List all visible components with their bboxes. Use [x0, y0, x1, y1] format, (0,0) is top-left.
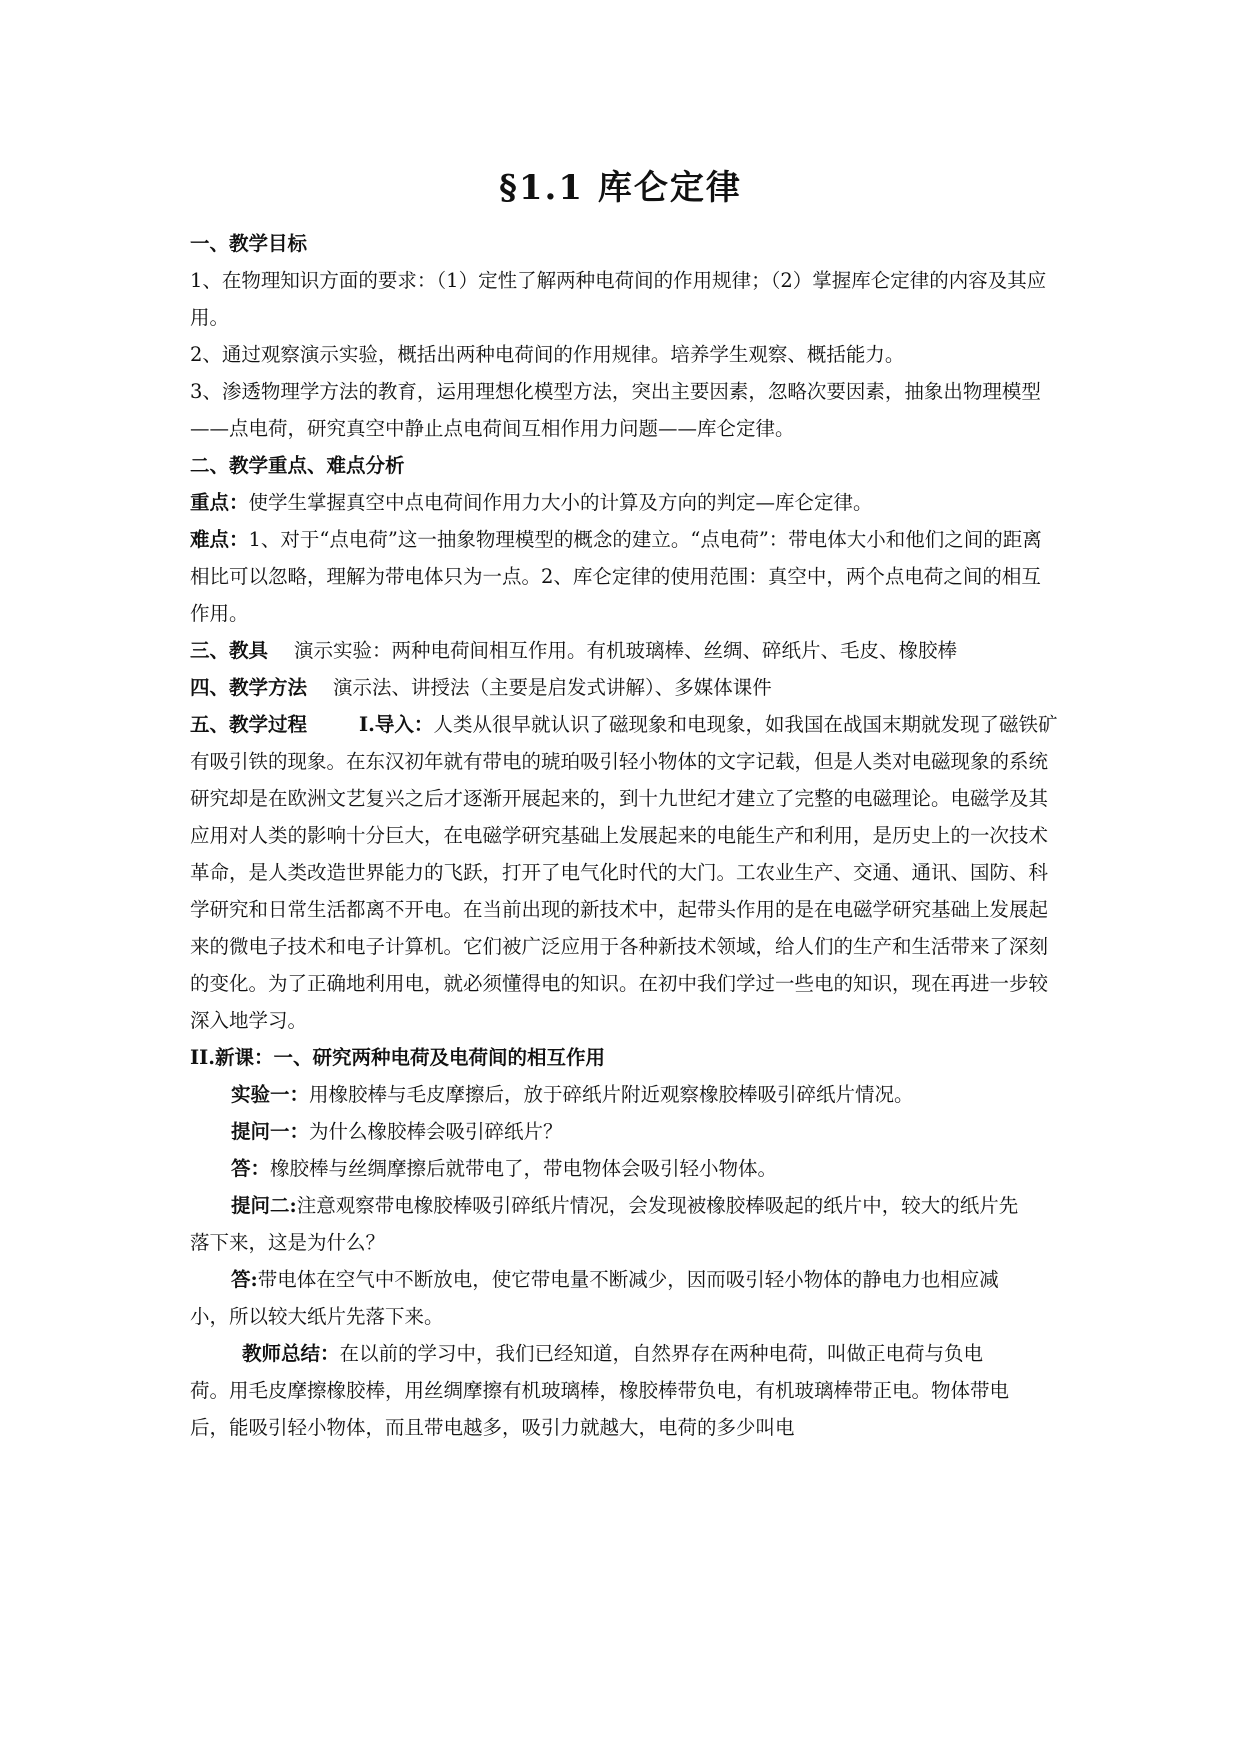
teaching-methods-label: 四、教学方法	[190, 676, 308, 699]
teaching-process-label: 五、教学过程	[190, 713, 308, 736]
teacher-summary-label: 教师总结：	[242, 1342, 340, 1365]
difficult-point-label: 难点：	[190, 528, 249, 551]
teaching-methods-text: 演示法、讲授法（主要是启发式讲解）、多媒体课件	[333, 676, 772, 699]
key-point-text: 使学生掌握真空中点电荷间作用力大小的计算及方向的判定—库仑定律。	[248, 491, 873, 514]
question-2	[190, 1187, 1020, 1261]
section-heading-keypoints: 二、教学重点、难点分析	[190, 454, 405, 477]
document-body	[190, 225, 1060, 1446]
difficult-point-text: 1、对于“点电荷”这一抽象物理模型的概念的建立。“点电荷”：带电体大小和他们之间的距离相比可以忽略，理解为带电体只为一点。2、库仑定律的使用范围：真空中，两个点电荷之间的相互作用。	[190, 528, 1042, 625]
teaching-aids	[190, 632, 1060, 669]
new-lesson-heading: II.新课：一、研究两种电荷及电荷间的相互作用	[190, 1046, 606, 1069]
experiment-1-label: 实验一：	[231, 1083, 310, 1106]
objective-3: 3、渗透物理学方法的教育，运用理想化模型方法，突出主要因素，忽略次要因素，抽象出物理模型——点电荷，研究真空中静止点电荷间互相作用力问题——库仑定律。	[190, 380, 1041, 440]
question-1	[190, 1113, 1060, 1150]
teacher-summary	[190, 1335, 1020, 1446]
answer-1	[190, 1150, 1060, 1187]
teaching-aids-label: 三、教具	[190, 639, 269, 662]
experiment-1-text: 用橡胶棒与毛皮摩擦后，放于碎纸片附近观察橡胶棒吸引碎纸片情况。	[309, 1083, 914, 1106]
key-point	[190, 484, 1060, 521]
teaching-methods	[190, 669, 1060, 706]
difficult-point	[190, 521, 1060, 632]
section-heading-objectives: 一、教学目标	[190, 232, 308, 255]
intro-text: 人类从很早就认识了磁现象和电现象，如我国在战国末期就发现了磁铁矿有吸引铁的现象。在东汉初年就有带电的琥珀吸引轻小物体的文字记载，但是人类对电磁现象的系统研究却是在欧洲文艺复兴之后才逐渐开展起来的，到十九世纪才建立了完整的电磁理论。电磁学及其应用对人类的影响十分巨大，在电磁学研究基础上发展起来的电能生产和利用，是历史上的一次技术革命，是人类改造世界能力的飞跃，打开了电气化时代的大门。工农业生产、交通、通讯、国防、科学研究和日常生活都离不开电。在当前出现的新技术中，起带头作用的是在电磁学研究基础上发展起来的微电子技术和电子计算机。它们被广泛应用于各种新技术领域，给人们的生产和生活带来了深刻的变化。为了正确地利用电，就必须懂得电的知识。在初中我们学过一些电的知识，现在再进一步较深入地学习。	[190, 713, 1058, 1032]
objective-2: 2、通过观察演示实验，概括出两种电荷间的作用规律。培养学生观察、概括能力。	[190, 343, 905, 366]
key-point-label: 重点：	[190, 491, 249, 514]
experiment-1	[190, 1076, 1060, 1113]
teaching-process-intro	[190, 706, 1060, 1039]
answer-2-label: 答:	[231, 1268, 258, 1291]
answer-1-label: 答：	[231, 1157, 271, 1180]
question-2-text: 注意观察带电橡胶棒吸引碎纸片情况，会发现被橡胶棒吸起的纸片中，较大的纸片先落下来，这是为什么？	[190, 1194, 1019, 1254]
answer-1-text: 橡胶棒与丝绸摩擦后就带电了，带电物体会吸引轻小物体。	[270, 1157, 778, 1180]
page-title: §1.1 库仑定律	[499, 168, 742, 208]
question-1-label: 提问一：	[231, 1120, 310, 1143]
objective-1: 1、在物理知识方面的要求：（1）定性了解两种电荷间的作用规律；（2）掌握库仑定律的内容及其应用。	[190, 269, 1047, 329]
answer-2	[190, 1261, 1020, 1335]
answer-2-text: 带电体在空气中不断放电，使它带电量不断减少，因而吸引轻小物体的静电力也相应减小，所以较大纸片先落下来。	[190, 1268, 999, 1328]
teacher-summary-text: 在以前的学习中，我们已经知道，自然界存在两种电荷，叫做正电荷与负电荷。用毛皮摩擦橡胶棒，用丝绸摩擦有机玻璃棒，橡胶棒带负电，有机玻璃棒带正电。物体带电后，能吸引轻小物体，而且带电越多，吸引力就越大，电荷的多少叫电	[190, 1342, 1010, 1439]
intro-label: Ⅰ.导入：	[359, 713, 434, 736]
teaching-aids-text: 演示实验：两种电荷间相互作用。有机玻璃棒、丝绸、碎纸片、毛皮、橡胶棒	[294, 639, 958, 662]
question-2-label: 提问二:	[231, 1194, 297, 1217]
question-1-text: 为什么橡胶棒会吸引碎纸片？	[309, 1120, 563, 1143]
